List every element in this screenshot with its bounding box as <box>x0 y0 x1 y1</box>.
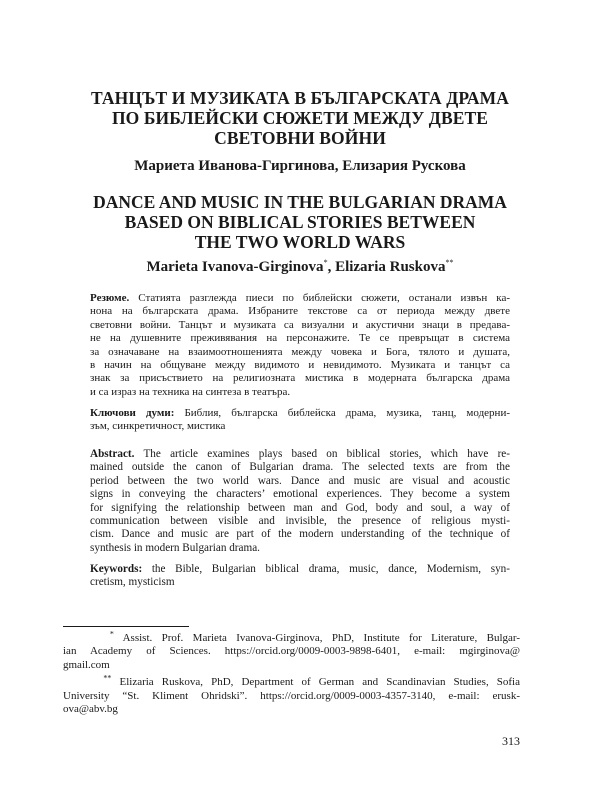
page-number: 313 <box>502 734 520 748</box>
summary-line: и са израз на техника на синтеза в театъра. <box>90 385 291 398</box>
keywords-en-label: Keywords: <box>90 563 143 575</box>
keywords-bulgarian <box>90 407 510 434</box>
title-en-line: DANCE AND MUSIC IN THE BULGARIAN DRAMA <box>93 192 507 212</box>
summary-line: в начин на общуване между видимото и невидимото. Музиката и танцът са <box>90 359 510 372</box>
authors-bulgarian: Мариета Иванова-Гиргинова, Елизария Рускова <box>134 158 466 174</box>
summary-line: за означаване на взаимоотношенията между човека и Бога, тялото и душата, <box>90 345 510 358</box>
footnote-2-marker: ** <box>103 673 112 683</box>
keywords-bg-line: Ключови думи: Библия, българска библейска драма, музика, танц, модерни- <box>90 407 510 419</box>
author-1-name: Marieta Ivanova-Girginova <box>146 259 324 275</box>
title-en-line: BASED ON BIBLICAL STORIES BETWEEN <box>124 212 476 232</box>
summary-line: нона на българската драма. Избраните текстове са от периода между двете <box>90 305 510 318</box>
footnote-1 <box>63 629 521 672</box>
abstract-line: synthesis in modern Bulgarian drama. <box>90 541 260 554</box>
title-en-line: THE TWO WORLD WARS <box>194 232 406 252</box>
keywords-bg-line: зъм, синкретичност, мистика <box>90 420 226 433</box>
author-1-footnote-marker: * <box>323 258 328 267</box>
footnote-line: University “St. Kliment Ohridski”. https://orcid.org/0009-0003-4357-3140, e-mail: erusk- <box>63 689 520 702</box>
keywords-bg-label: Ключови думи: <box>90 407 175 419</box>
summary-line: световни войни. Танцът и музиката са визуални и акустични знаци в предава- <box>90 318 510 331</box>
footnote-line: * Assist. Prof. Marieta Ivanova-Girginova, PhD, Institute for Literature, Bulgar- <box>109 629 521 644</box>
abstract-line: period between the two world wars. Dance and music are visual and acoustic <box>90 474 510 487</box>
abstract-english <box>90 448 510 555</box>
footnotes <box>63 629 521 720</box>
title-bg-line: СВЕТОВНИ ВОЙНИ <box>214 128 386 148</box>
keywords-en-line: Keywords: the Bible, Bulgarian biblical drama, music, dance, Modernism, syn- <box>90 563 510 575</box>
abstract-line: Abstract. The article examines plays based on biblical stories, which have re- <box>90 448 510 460</box>
summary-line: Резюме. Статията разглежда пиеси по библейски сюжети, останали извън ка- <box>90 292 510 304</box>
footnote-line: ova@abv.bg <box>63 703 118 716</box>
title-bulgarian <box>60 88 540 148</box>
summary-line: знак за присъствието на религиозната мистика в модерната българска драма <box>90 372 510 385</box>
author-separator: , <box>327 259 336 275</box>
footnote-divider <box>63 626 189 627</box>
title-bg-line: ТАНЦЪТ И МУЗИКАТА В БЪЛГАРСКАТА ДРАМА <box>90 88 510 108</box>
footnote-line: gmail.com <box>63 658 110 671</box>
abstract-label: Abstract. <box>90 448 135 460</box>
abstract-line: signs in conveying the characters’ emotional experiences. They become a system <box>90 488 510 501</box>
author-2-footnote-marker: ** <box>445 258 454 267</box>
abstract-line: communication between visible and invisible, the presence of religious mysti- <box>90 515 510 528</box>
summary-bulgarian <box>90 292 510 399</box>
keywords-english <box>90 563 510 590</box>
summary-line: не на душевните преживявания на персонажите. Те се превръщат в система <box>90 332 510 345</box>
footnote-2 <box>63 673 520 716</box>
abstract-line: for signifying the relationship between man and God, body and soul, a way of <box>90 501 510 514</box>
summary-label: Резюме. <box>90 292 130 304</box>
abstract-line: cism. Dance and music are part of the modern understanding of the technique of <box>90 528 510 541</box>
keywords-en-line: cretism, mysticism <box>90 576 175 589</box>
author-2-name: Elizaria Ruskova <box>335 259 446 275</box>
footnote-1-marker: * <box>109 629 114 639</box>
footnote-line: ** Elizaria Ruskova, PhD, Department of German and Scandinavian Studies, Sofia <box>103 673 520 689</box>
authors-english <box>60 258 540 276</box>
abstract-line: mained outside the canon of Bulgarian drama. The selected texts are from the <box>90 461 510 474</box>
title-bg-line: ПО БИБЛЕЙСКИ СЮЖЕТИ МЕЖДУ ДВЕТЕ <box>111 108 489 128</box>
footnote-line: ian Academy of Sciences. https://orcid.org/0009-0003-9898-6401, e-mail: mgirginova@ <box>63 645 520 658</box>
title-english <box>60 192 540 252</box>
